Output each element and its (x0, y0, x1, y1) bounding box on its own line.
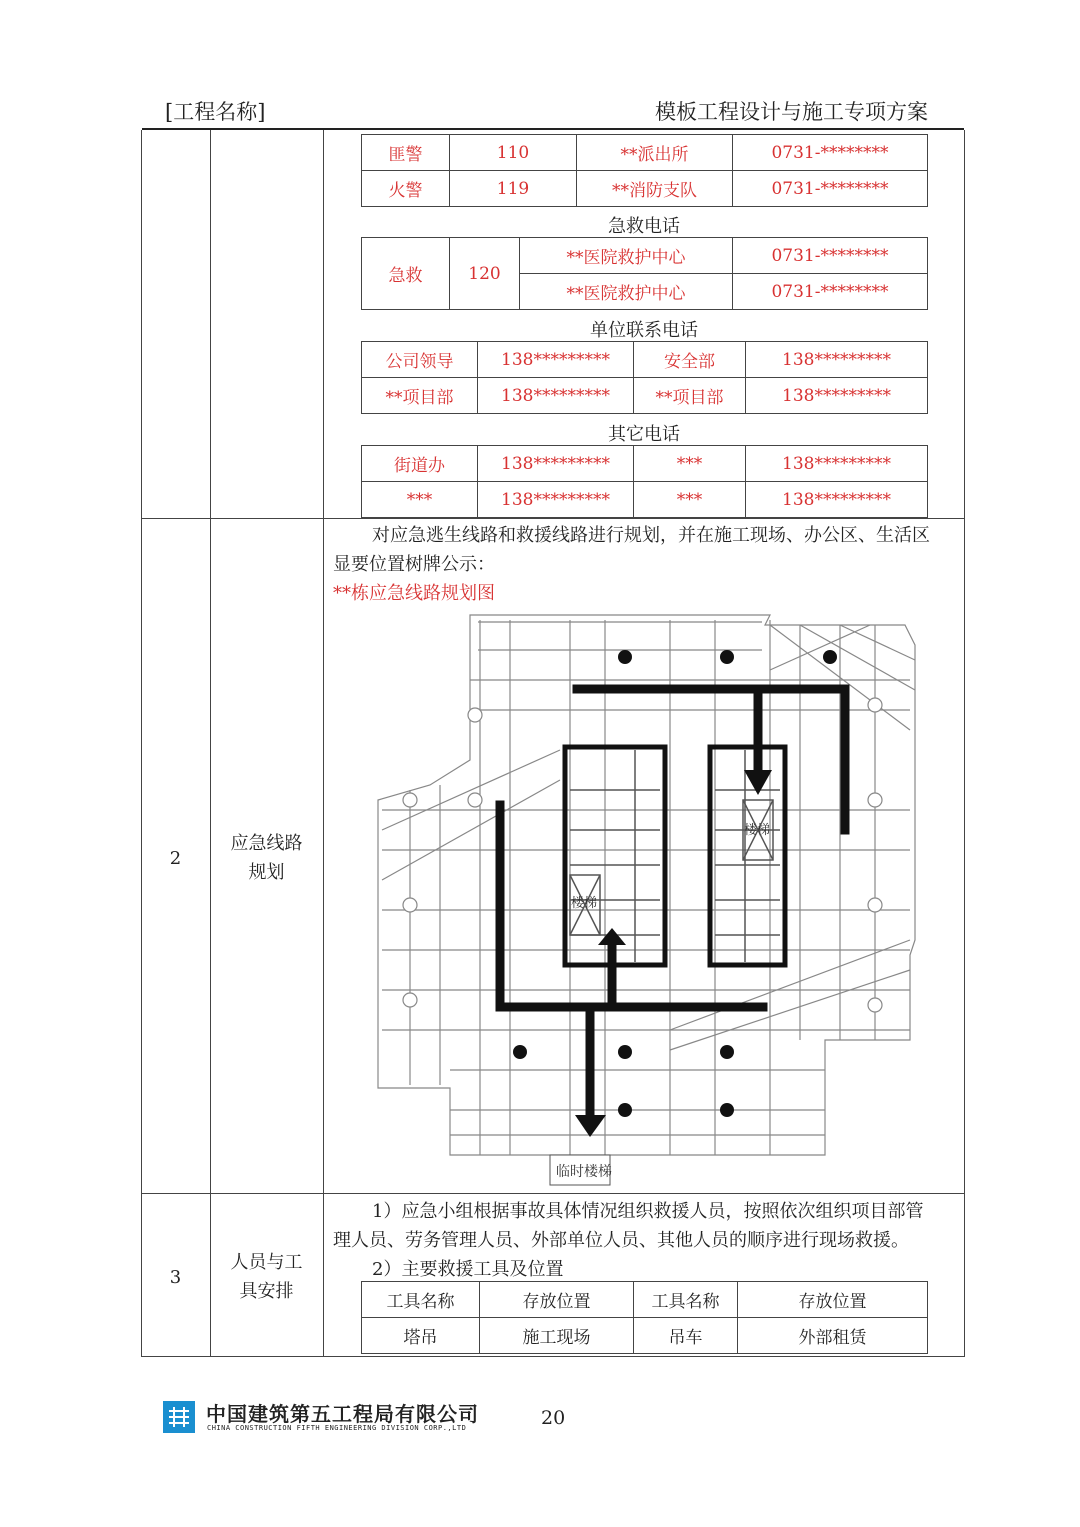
cell: 138********* (478, 446, 634, 482)
table-row (362, 482, 928, 518)
other-phone-table (361, 445, 928, 518)
table-header-row (362, 1282, 928, 1318)
column-header: 存放位置 (738, 1282, 928, 1318)
company-logo (163, 1401, 195, 1433)
route-paragraph: 对应急逃生线路和救援线路进行规划，并在施工现场、办公区、生活区 (372, 525, 930, 546)
cell: 0731-******** (733, 135, 928, 171)
column-marker (618, 650, 632, 664)
table-row (362, 171, 928, 207)
cell: 吊车 (634, 1318, 738, 1354)
project-name-header: [工程名称] (165, 100, 266, 124)
cell: 138********* (478, 378, 634, 414)
column-marker (403, 898, 417, 912)
plan-gridlines (410, 620, 875, 1155)
plan-title: **栋应急线路规划图 (333, 583, 495, 604)
table-row (362, 1318, 928, 1354)
cell: 街道办 (362, 446, 478, 482)
cell: 塔吊 (362, 1318, 480, 1354)
cell: 119 (450, 171, 577, 207)
column-marker (720, 650, 734, 664)
row-label (210, 829, 323, 887)
cell: 138********* (746, 378, 928, 414)
cell: **派出所 (577, 135, 733, 171)
route-arrow-down (575, 1115, 606, 1137)
unit-phone-title: 单位联系电话 (590, 320, 698, 341)
table-row (362, 342, 928, 378)
document-title-header: 模板工程设计与施工专项方案 (655, 100, 928, 124)
header-rule (142, 128, 964, 130)
escape-route-line (500, 805, 763, 1007)
company-name: 中国建筑第五工程局有限公司 (206, 1402, 479, 1426)
cell: 138********* (478, 342, 634, 378)
emergency-contact-table (361, 134, 928, 207)
column-header: 存放位置 (480, 1282, 634, 1318)
column-marker (823, 650, 837, 664)
row-label-line: 规划 (248, 862, 285, 883)
row-label (210, 1248, 323, 1306)
temp-stair-label: 临时楼梯 (556, 1164, 612, 1180)
cell: *** (362, 482, 478, 518)
staff-paragraph: 理人员、劳务管理人员、外部单位人员、其他人员的顺序进行现场救援。 (333, 1230, 909, 1251)
column-marker (403, 993, 417, 1007)
column-marker (720, 1045, 734, 1059)
cell: 138********* (478, 482, 634, 518)
cell: 安全部 (634, 342, 746, 378)
row-label-line: 具安排 (239, 1281, 294, 1302)
logo-mark-icon (163, 1401, 195, 1433)
table-row (362, 238, 928, 274)
column-marker (868, 998, 882, 1012)
other-phone-title: 其它电话 (608, 424, 680, 445)
table-row (362, 135, 928, 171)
column-marker (868, 898, 882, 912)
cell: 火警 (362, 171, 450, 207)
cell: 138********* (746, 482, 928, 518)
staff-paragraph: 1）应急小组根据事故具体情况组织救援人员，按照依次组织项目部管 (372, 1201, 924, 1222)
cell: 公司领导 (362, 342, 478, 378)
cell: **医院救护中心 (520, 238, 733, 274)
column-marker (403, 793, 417, 807)
column-marker (468, 708, 482, 722)
cell: 外部租赁 (738, 1318, 928, 1354)
plan-outline (378, 615, 915, 1155)
cell: *** (634, 482, 746, 518)
core-partitions (570, 750, 780, 962)
cell: **消防支队 (577, 171, 733, 207)
cell: 0731-******** (733, 238, 928, 274)
column-header: 工具名称 (634, 1282, 738, 1318)
cell: *** (634, 446, 746, 482)
column-marker (618, 1045, 632, 1059)
stair-label-right: 楼梯 (744, 823, 771, 838)
unit-phone-table (361, 341, 928, 414)
column-marker (618, 1103, 632, 1117)
emergency-route-plan (370, 610, 922, 1190)
cell: 急救 (362, 238, 450, 310)
column-marker (868, 793, 882, 807)
plan-gridlines (382, 810, 910, 1135)
cell: **医院救护中心 (520, 274, 733, 310)
cell: 110 (450, 135, 577, 171)
table-row (362, 378, 928, 414)
page-number: 20 (541, 1407, 566, 1429)
cell: 0731-******** (733, 274, 928, 310)
column-header: 工具名称 (362, 1282, 480, 1318)
table-row (362, 446, 928, 482)
column-marker (868, 698, 882, 712)
company-name-en: CHINA CONSTRUCTION FIFTH ENGINEERING DIVISION CORP.,LTD (207, 1424, 467, 1432)
row-number: 2 (169, 848, 182, 869)
route-arrow-down (744, 770, 772, 795)
rescue-phone-table (361, 237, 928, 310)
route-arrow-up (598, 928, 626, 945)
cell: 120 (450, 238, 520, 310)
cell: **项目部 (362, 378, 478, 414)
row-label-line: 应急线路 (230, 833, 303, 854)
cell: **项目部 (634, 378, 746, 414)
row-label-line: 人员与工 (230, 1252, 303, 1273)
tools-heading: 2）主要救援工具及位置 (372, 1259, 564, 1280)
cell: 0731-******** (733, 171, 928, 207)
rescue-phone-title: 急救电话 (608, 216, 680, 237)
column-marker (720, 1103, 734, 1117)
column-marker (468, 793, 482, 807)
cell: 138********* (746, 342, 928, 378)
stair-label-left: 楼梯 (571, 896, 598, 911)
cell: 施工现场 (480, 1318, 634, 1354)
column-marker (513, 1045, 527, 1059)
cell: 匪警 (362, 135, 450, 171)
rescue-tools-table (361, 1281, 928, 1354)
cell: 138********* (746, 446, 928, 482)
row-number: 3 (169, 1267, 182, 1288)
route-paragraph: 显要位置树牌公示： (333, 554, 495, 575)
